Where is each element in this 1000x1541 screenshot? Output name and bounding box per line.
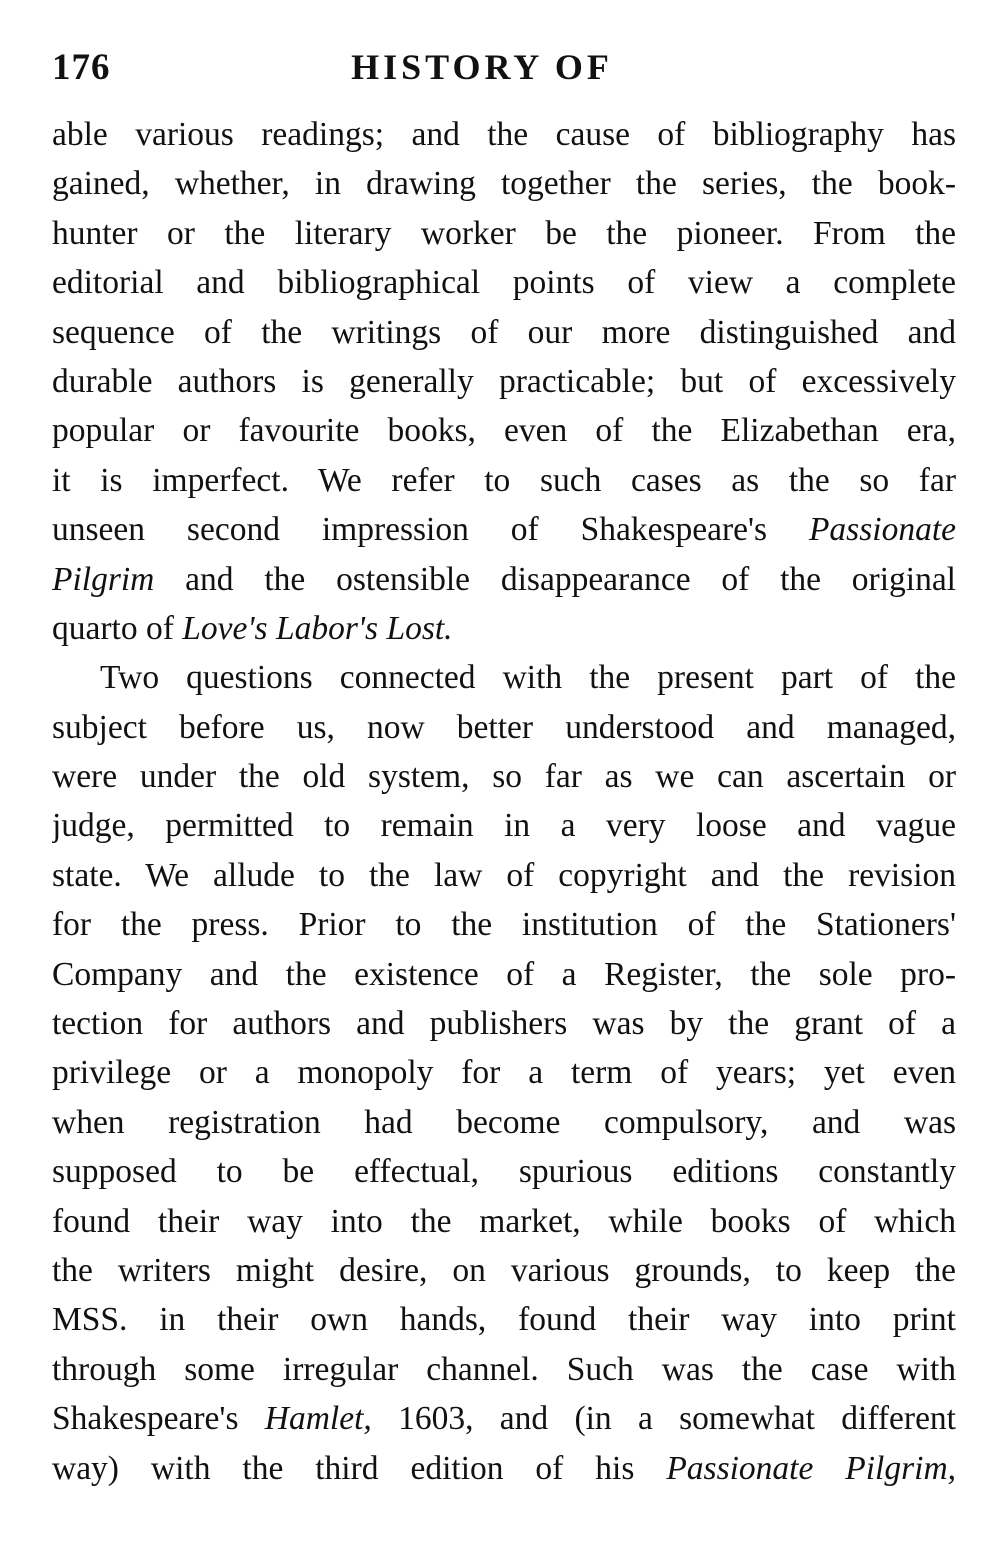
text-segment: found their way into the market, while books of which bbox=[52, 1202, 956, 1240]
text-line bbox=[52, 1048, 956, 1097]
text-line bbox=[52, 308, 956, 357]
text-segment: durable authors is generally practicable; but of excessively bbox=[52, 362, 956, 400]
italic-title: Passionate bbox=[808, 511, 956, 549]
text-segment: it is imperfect. We refer to such cases as the so far bbox=[52, 461, 956, 499]
paragraph-start-line bbox=[52, 653, 956, 702]
text-segment: gained, whether, in drawing together the series, the book- bbox=[52, 165, 956, 203]
text-line bbox=[52, 851, 956, 900]
text-segment: able various readings; and the cause of bibliography has bbox=[52, 116, 956, 153]
paragraph-end-line bbox=[52, 604, 956, 653]
text-line bbox=[52, 555, 956, 604]
text-line bbox=[52, 258, 956, 307]
text-line bbox=[52, 1147, 956, 1196]
text-line bbox=[52, 801, 956, 850]
text-line bbox=[52, 1345, 956, 1394]
text-line bbox=[52, 159, 956, 208]
text-segment: Shakespeare's bbox=[52, 1400, 265, 1438]
text-line bbox=[52, 1197, 956, 1246]
text-segment: popular or favourite books, even of the Elizabethan era, bbox=[52, 412, 956, 450]
text-line bbox=[52, 1394, 956, 1443]
text-segment: subject before us, now better understood and managed, bbox=[52, 708, 956, 746]
text-line bbox=[52, 1246, 956, 1295]
text-segment: way) with the third edition of his bbox=[52, 1449, 667, 1487]
italic-title: Hamlet, bbox=[264, 1400, 372, 1438]
text-segment: hunter or the literary worker be the pioneer. From the bbox=[52, 214, 956, 252]
text-segment: privilege or a monopoly for a term of years; yet even bbox=[52, 1054, 956, 1092]
text-line bbox=[52, 950, 956, 999]
body-text bbox=[52, 110, 956, 1493]
running-title: HISTORY OF bbox=[351, 47, 613, 87]
italic-title: Passionate Pilgrim, bbox=[666, 1449, 956, 1487]
text-line bbox=[52, 1098, 956, 1147]
text-line bbox=[52, 209, 956, 258]
page-number: 176 bbox=[52, 47, 111, 88]
italic-title: Love's Labor's Lost. bbox=[182, 609, 453, 647]
text-segment: sequence of the writings of our more distinguished and bbox=[52, 313, 956, 351]
italic-title: Pilgrim bbox=[52, 560, 155, 598]
text-segment: judge, permitted to remain in a very loose and vague bbox=[52, 807, 956, 845]
text-line bbox=[52, 456, 956, 505]
text-segment: Company and the existence of a Register, the sole pro- bbox=[52, 955, 956, 993]
text-segment: 1603, and (in a somewhat different bbox=[371, 1400, 956, 1438]
text-segment: the writers might desire, on various grounds, to keep the bbox=[52, 1251, 956, 1289]
text-line bbox=[52, 110, 956, 159]
text-segment: and the ostensible disappearance of the original bbox=[154, 560, 956, 598]
text-segment: supposed to be effectual, spurious editions constantly bbox=[52, 1153, 956, 1191]
text-segment: quarto of bbox=[52, 609, 183, 647]
text-segment: were under the old system, so far as we can ascertain or bbox=[52, 758, 956, 796]
text-line bbox=[52, 357, 956, 406]
text-line bbox=[52, 406, 956, 455]
text-segment: through some irregular channel. Such was the case with bbox=[52, 1350, 956, 1388]
text-segment: unseen second impression of Shakespeare's bbox=[52, 511, 809, 549]
text-segment: state. We allude to the law of copyright and the revision bbox=[52, 856, 956, 894]
text-line bbox=[52, 1444, 956, 1493]
text-segment: MSS. in their own hands, found their way into print bbox=[52, 1301, 956, 1339]
running-head bbox=[52, 46, 956, 92]
text-line bbox=[52, 999, 956, 1048]
text-line bbox=[52, 703, 956, 752]
text-line bbox=[52, 1295, 956, 1344]
text-segment: tection for authors and publishers was by the grant of a bbox=[52, 1005, 956, 1043]
text-segment: when registration had become compulsory, and was bbox=[52, 1103, 956, 1141]
text-line bbox=[52, 900, 956, 949]
text-segment: Two questions connected with the present part of the bbox=[100, 659, 956, 697]
text-segment: for the press. Prior to the institution of the Stationers' bbox=[52, 906, 956, 944]
text-line bbox=[52, 752, 956, 801]
text-segment: editorial and bibliographical points of view a complete bbox=[52, 264, 956, 302]
text-line bbox=[52, 505, 956, 554]
